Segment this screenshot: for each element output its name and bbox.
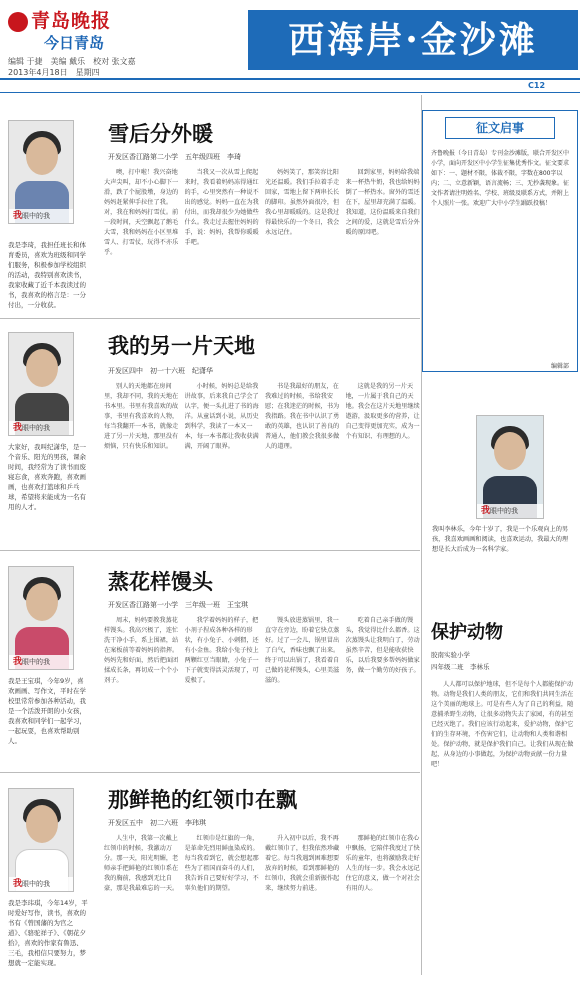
article-byline: 开发区五中 初二六班 李玮琪 [108, 819, 206, 827]
body-column: 吃着自己亲手做的馒头，我觉得比什么都香。这次蒸馒头让我明白了，劳动虽然辛苦，但是能收获快乐，以后我要多帮妈妈做家务，做一个勤劳的好孩子。 [345, 617, 420, 674]
author-intro: 我叫李林乐，今年十岁了，我是一个乐观向上的男孩，我喜欢画画和阅读，也喜欢运动，我最大的理想是长大后成为一名科学家。 [432, 526, 569, 553]
body-column: 人生中，我第一次戴上红领巾的时候，我激动万分。那一天，阳光明媚，老师亲手把鲜艳的红领巾系在我的胸前，我感到无比自豪，那是我最难忘的一天。 [104, 835, 179, 892]
paper-name: 青岛晚报 [31, 10, 112, 32]
author-photo [8, 566, 74, 670]
body-column: 升入初中以后，我不再戴红领巾了，但我依然珍藏着它。每当我遇到困难想要放弃的时候，看到那鲜艳的红领巾，我就会重新振作起来，继续努力前进。 [265, 835, 340, 892]
photo-caption: 我眼中的我 [9, 877, 73, 891]
photo-caption: 我眼中的我 [9, 209, 73, 223]
body-column: 这就是我的另一片天地，一片属于我自己的天地。我会在这片天地里继续遨游，汲取更多的营养，让自己变得更加充实，成为一个有知识、有理想的人。 [345, 383, 420, 440]
photo-caption: 我眼中的我 [9, 655, 73, 669]
notice-title: 征文启事 [445, 117, 555, 139]
article-byline: 开发区四中 初一十六班 纪潇华 [108, 367, 213, 375]
article-title: 那鲜艳的红领巾在飘 [108, 787, 297, 812]
author-photo [8, 332, 74, 436]
article-byline: 四年级二班 李林乐 [431, 663, 490, 671]
article-body [104, 168, 420, 308]
header-rule-2 [0, 92, 580, 93]
body-column: 周末，妈妈要教我蒸花样馒头。我高兴极了，连忙洗干净小手，系上围裙，站在案板前等着妈妈的指挥。妈妈先和好面，然后把面团揉成长条，再切成一个个小剂子。 [104, 617, 179, 684]
body-column: 红领巾是红旗的一角，是革命先烈用鲜血染成的。每当我看到它，就会想起那些为了祖国而奋斗的人们，我告诉自己要好好学习，不辜负他们的期望。 [184, 835, 259, 892]
body-column: 妈妈笑了，那笑容比阳光还温暖。我们手拉着手走回家，雪地上留下两串长长的脚印。虽然外面很冷，但我心里却暖暖的。这是我过得最快乐的一个冬日，我会永远记住。 [265, 169, 340, 236]
body-column: 当我又一次从雪上爬起来时，我看着妈妈冻得通红的手，心里突然有一种说不出的感觉。妈妈一直在为我付出，而我却很少为她做些什么。我走过去握住妈妈的手，说：妈妈，我帮你暖暖手吧。 [184, 169, 259, 246]
notice-editor: 编辑部 [551, 363, 570, 370]
body-column: 书是我最好的朋友，在我难过的时候，书给我安慰；在我迷茫的时候，书为我指路。我在书中认识了勇敢的英雄，也认识了善良的普通人，他们教会我很多做人的道理。 [265, 383, 340, 450]
article-title: 蒸花样馒头 [108, 569, 213, 594]
article-title: 雪后分外暖 [108, 121, 213, 146]
article-byline: 开发区香江路第二小学 五年级四班 李琦 [108, 153, 241, 161]
article-divider [0, 550, 420, 551]
article-title: 我的另一片天地 [108, 333, 255, 358]
body-column: 噢，打中啦！我兴奋地大声尖叫，却不小心脚下一滑，跌了个屁股墩，身边的妈妈赶紧伸手拉住了我。对，我在和妈妈打雪仗。前一段时间，天空飘起了鹅毛大雪，我和妈妈在小区里堆雪人、打雪仗，玩得不亦乐乎。 [104, 169, 179, 256]
article-body [104, 382, 420, 542]
body-column: 回到家里，妈妈给我端来一杯热牛奶，我也给妈妈倒了一杯热水。窗外的雪还在下，屋里却充满了温暖。我知道，这份温暖来自我们之间的爱，这就是雪后分外暖的原因吧。 [345, 169, 420, 236]
paper-logo [8, 6, 111, 33]
article-school: 胶南实验小学 [431, 651, 470, 659]
article-body: 人人都可以保护地球，但不是每个人都能保护动物。动物是我们人类的朋友，它们和我们共同生活在这个美丽的地球上。可是有些人为了自己的利益，随意捕杀野生动物，让很多动物失去了家园，有的甚至已经灭绝了。我们应该行动起来，爱护动物，保护它们的生存环境，不伤害它们，让动物和人类和谐相处。保护动物，就是保护我们自己。让我们从现在做起，从身边的小事做起，为保护动物贡献一份力量吧！ [431, 681, 574, 768]
body-column: 别人的天地都在房间里，我却不同，我的天地在书本里。书里有我喜欢的故事，书里有我喜欢的人物，每当我翻开一本书，就像走进了另一片天地，那里没有烦恼，只有快乐和知识。 [104, 383, 179, 450]
body-column: 我学着妈妈的样子，把小剂子捏成各种各样的形状，有小兔子、小刺猬，还有小金鱼。我给小兔子按上两颗红豆当眼睛，小兔子一下子就变得活灵活现了，可爱极了。 [184, 617, 259, 684]
article-byline: 开发区香江路第一小学 三年级一班 王宝琪 [108, 601, 248, 609]
body-column: 那鲜艳的红领巾在我心中飘扬，它陪伴我度过了快乐的童年，也将激励我走好人生的每一步。我会永远记住它的意义，做一个对社会有用的人。 [345, 835, 420, 892]
article-title: 保护动物 [431, 622, 503, 643]
staff-credits: 编辑 于捷 美编 戴乐 校对 张文嘉 [8, 57, 136, 66]
article-divider [0, 772, 420, 773]
author-intro: 我是李玮琪，今年14岁，平时爱好写作，读书，喜欢的书有《曾国藩的为官之道》、《骆驼祥子》、《朝花夕拾》，喜欢的作家有鲁迅、三毛，我相信只要努力，梦想就一定能实现。 [8, 899, 88, 967]
body-column: 小时候，妈妈总是给我讲故事，后来我自己学会了认字，便一头扎进了书的海洋。从童话到小说，从历史到科学，我读了一本又一本，每一本书都让我收获满满，开阔了眼界。 [184, 383, 259, 450]
logo-icon [8, 12, 28, 32]
section-name: 今日青岛 [44, 34, 105, 52]
author-intro: 我是王宝琪，今年9岁，喜欢画画、写作文，平时在学校里常常参加各种活动，我是一个活泼开朗的小女孩，我喜欢和同学们一起学习，一起玩耍，也喜欢帮助别人。 [8, 677, 86, 745]
author-photo [8, 788, 74, 892]
author-photo [8, 120, 74, 224]
issue-date: 2013年4月18日 星期四 [8, 68, 100, 77]
author-intro: 大家好，我叫纪潇华，是一个音乐、阳光的男孩，课余时间，我经常为了读书而废寝忘食，喜欢奔跑，喜欢画画，也喜欢打篮球和乒乓球，希望将来能成为一名有用的人才。 [8, 443, 86, 511]
author-photo [476, 415, 544, 519]
article-body [104, 834, 420, 974]
masthead [0, 0, 580, 78]
page-number: C12 [528, 81, 546, 90]
header-rule [0, 78, 580, 80]
author-intro: 我是李琦，我担任班长和体育委员，喜欢为班级和同学们服务，积极参加学校组织的活动，我特别喜欢读书，我家收藏了近千本我读过的书，我喜欢的格言是：一分付出，一分收获。 [8, 241, 86, 309]
article-body [104, 616, 420, 766]
photo-caption: 我眼中的我 [9, 421, 73, 435]
call-for-papers-box [422, 110, 578, 372]
page-banner: 西海岸·金沙滩 [248, 10, 578, 70]
body-column: 馒头放进蒸锅里，我一直守在旁边，盼着它快点蒸好。过了一会儿，锅里冒出了白气，香味也飘了出来。终于可以出锅了，我看着自己做的花样馒头，心里美滋滋的。 [265, 617, 340, 684]
photo-caption: 我眼中的我 [477, 504, 543, 518]
article-divider [0, 318, 420, 319]
notice-text: 齐鲁晚报（今日青岛）专刊金沙滩版，联合开发区中小学，面向开发区中小学生征集优秀作文。征文要求如下：一、题材不限，体裁不限，字数在800字以内；二、立意新颖，语言流畅；三、无抄袭现象。征文作者请注明姓名、学校、班级及联系方式，并附上个人照片一张。欢迎广大中小学生踊跃投稿！ [431, 150, 570, 207]
